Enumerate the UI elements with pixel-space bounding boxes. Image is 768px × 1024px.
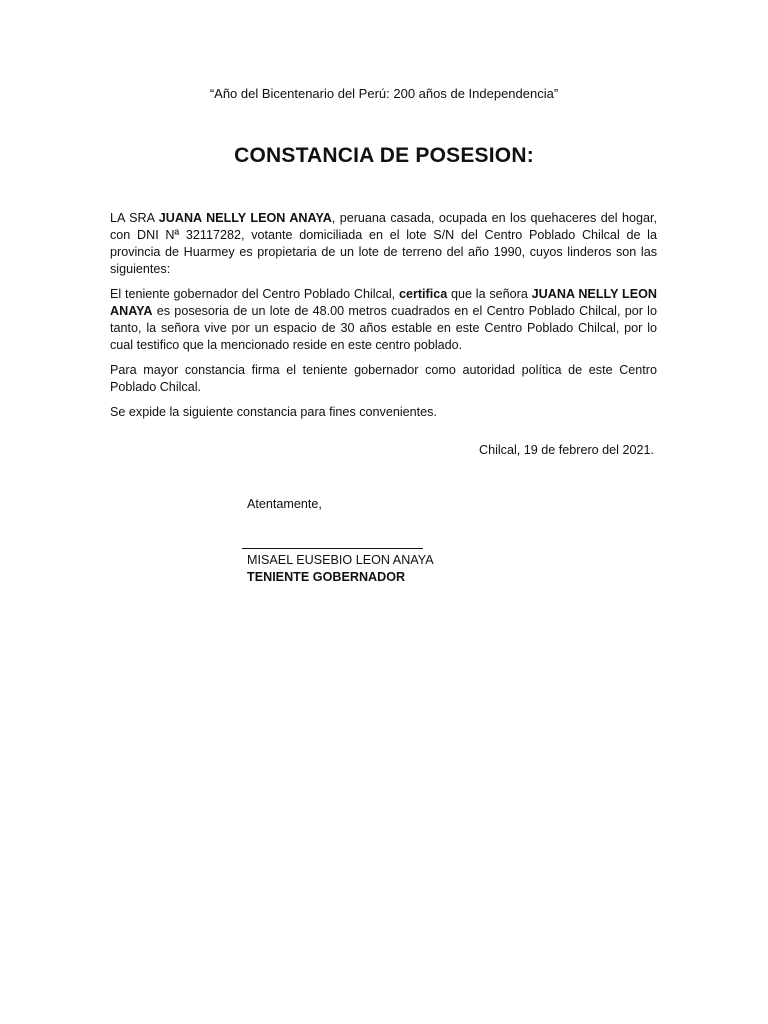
signature-line xyxy=(242,548,423,549)
certification-verb: certifica xyxy=(398,287,448,301)
holder-name: JUANA NELLY LEON ANAYA xyxy=(158,211,332,225)
document-body xyxy=(110,210,657,429)
holder-name-repeat: JUANA NELLY LEON ANAYA xyxy=(110,287,657,318)
document-title: CONSTANCIA DE POSESION: xyxy=(234,144,534,167)
paragraph-authority: Para mayor constancia firma el teniente gobernador como autoridad política de este Centro Poblado Chilcal. xyxy=(110,363,657,394)
paragraph-certification-middle: que la señora xyxy=(447,287,532,301)
closing-salutation: Atentamente, xyxy=(247,497,322,511)
issue-date: Chilcal, 19 de febrero del 2021. xyxy=(478,443,654,457)
motto-heading: “Año del Bicentenario del Perú: 200 años de Independencia” xyxy=(209,86,559,101)
signer-name: MISAEL EUSEBIO LEON ANAYA xyxy=(247,553,434,567)
paragraph-certification-rest: es posesoria de un lote de 48.00 metros cuadrados en el Centro Poblado Chilcal, por lo tanto, la señora vive por un espacio de 30 años estable en este Centro Poblado Chilcal, por lo cual testifico que la mencionado reside en este centro poblado. xyxy=(110,304,657,352)
paragraph-certification-prefix: El teniente gobernador del Centro Poblado Chilcal, xyxy=(110,287,399,301)
paragraph-identity-prefix: LA SRA xyxy=(110,211,159,225)
paragraph-purpose: Se expide la siguiente constancia para fines convenientes. xyxy=(110,405,437,419)
paragraph-identity-rest: , peruana casada, ocupada en los quehaceres del hogar, con DNI Nª 32117282, votante domiciliada en el lote S/N del Centro Poblado Chilcal de la provincia de Huarmey es propietaria de un lote de terreno del año 1990, cuyos linderos son las siguientes: xyxy=(110,211,658,276)
paragraph-certification xyxy=(110,286,657,354)
signer-role: TENIENTE GOBERNADOR xyxy=(247,570,406,584)
paragraph-identity xyxy=(110,210,657,278)
